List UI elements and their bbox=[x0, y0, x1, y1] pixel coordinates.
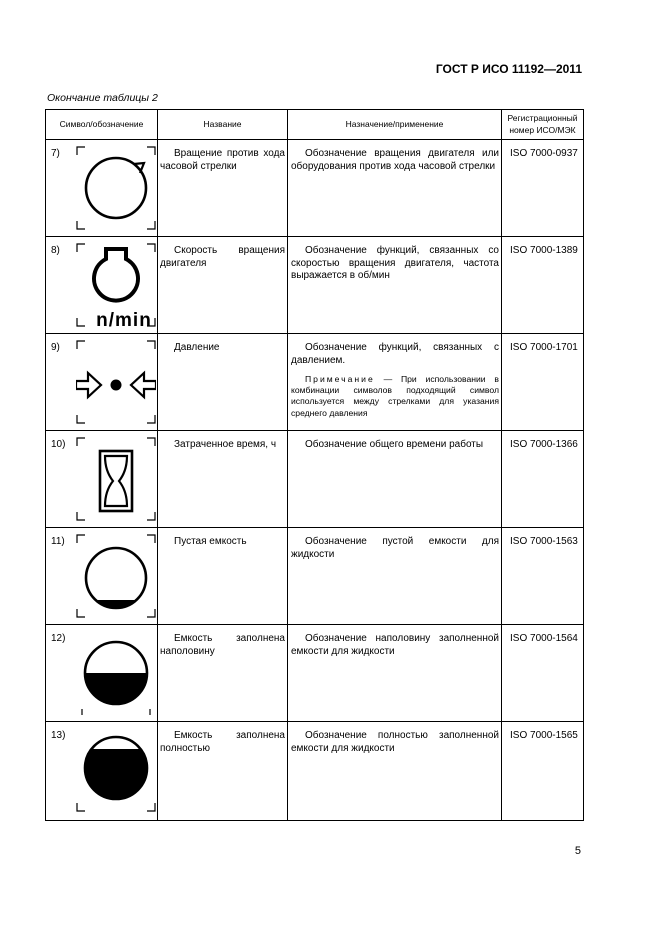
row-purpose: Обозначение полностью заполненной емкости для жидкости bbox=[291, 730, 499, 754]
row-reg-number: ISO 7000-1701 bbox=[510, 342, 578, 353]
row-number: 9) bbox=[51, 342, 60, 353]
table-row bbox=[46, 334, 584, 431]
row-reg-number: ISO 7000-1563 bbox=[510, 536, 578, 547]
row-reg-number: ISO 7000-1366 bbox=[510, 439, 578, 450]
table-row bbox=[46, 625, 584, 722]
row-number: 11) bbox=[51, 536, 65, 547]
row-reg-number: ISO 7000-0937 bbox=[510, 148, 578, 159]
symbols-table bbox=[45, 109, 584, 821]
page-number: 5 bbox=[574, 845, 581, 857]
row-name: Скорость вращения двигателя bbox=[160, 245, 285, 269]
col-header-purpose: Назначение/применение bbox=[288, 110, 502, 140]
note-text: — При использовании в комбинации символов подходящий символ используется между стрелками для указания среднего давления bbox=[291, 374, 499, 418]
table-row bbox=[46, 237, 584, 334]
note-label: Примечание bbox=[305, 374, 375, 384]
table-header-row bbox=[46, 110, 584, 140]
n-per-min-label: n/min bbox=[96, 310, 152, 327]
row-purpose: Обозначение общего времени работы bbox=[305, 439, 484, 450]
row-name: Емкость заполнена наполовину bbox=[160, 633, 285, 657]
row-reg-number: ISO 7000-1389 bbox=[510, 245, 578, 256]
row-number: 12) bbox=[51, 633, 66, 644]
row-number: 7) bbox=[51, 148, 60, 159]
document-header: ГОСТ Р ИСО 11192—2011 bbox=[435, 62, 582, 76]
row-reg-number: ISO 7000-1564 bbox=[510, 633, 578, 644]
half-full-container-icon bbox=[76, 631, 156, 715]
row-note bbox=[291, 374, 499, 419]
col-header-symbol: Символ/обозначение bbox=[46, 110, 158, 140]
row-number: 10) bbox=[51, 439, 66, 450]
engine-speed-icon bbox=[76, 243, 156, 327]
row-reg-number: ISO 7000-1565 bbox=[510, 730, 578, 741]
row-purpose: Обозначение наполовину заполненной емкости для жидкости bbox=[291, 633, 499, 657]
pressure-icon bbox=[76, 340, 156, 424]
row-purpose: Обозначение функций, связанных с давлением. bbox=[291, 342, 499, 366]
col-header-reg: Регистрационный номер ИСО/МЭК bbox=[502, 110, 584, 140]
row-name: Затраченное время, ч bbox=[174, 439, 277, 450]
empty-container-icon bbox=[76, 534, 156, 618]
table-caption: Окончание таблицы 2 bbox=[47, 92, 158, 104]
table-row bbox=[46, 722, 584, 821]
hourglass-icon bbox=[76, 437, 156, 521]
full-container-icon bbox=[76, 728, 156, 812]
table-row bbox=[46, 528, 584, 625]
row-number: 8) bbox=[51, 245, 60, 256]
row-name: Вращение против хода часовой стрелки bbox=[160, 148, 285, 172]
col-header-name: Название bbox=[158, 110, 288, 140]
row-name: Емкость заполнена полностью bbox=[160, 730, 285, 754]
row-number: 13) bbox=[51, 730, 66, 741]
row-name: Давление bbox=[174, 342, 220, 353]
row-purpose: Обозначение пустой емкости для жидкости bbox=[291, 536, 499, 560]
row-purpose: Обозначение функций, связанных со скоростью вращения двигателя, частота выражается в об/мин bbox=[291, 245, 499, 281]
table-row bbox=[46, 140, 584, 237]
row-name: Пустая емкость bbox=[174, 536, 247, 547]
counterclockwise-rotation-icon bbox=[76, 146, 156, 230]
table-row bbox=[46, 431, 584, 528]
row-purpose: Обозначение вращения двигателя или оборудования против хода часовой стрелки bbox=[291, 148, 499, 172]
